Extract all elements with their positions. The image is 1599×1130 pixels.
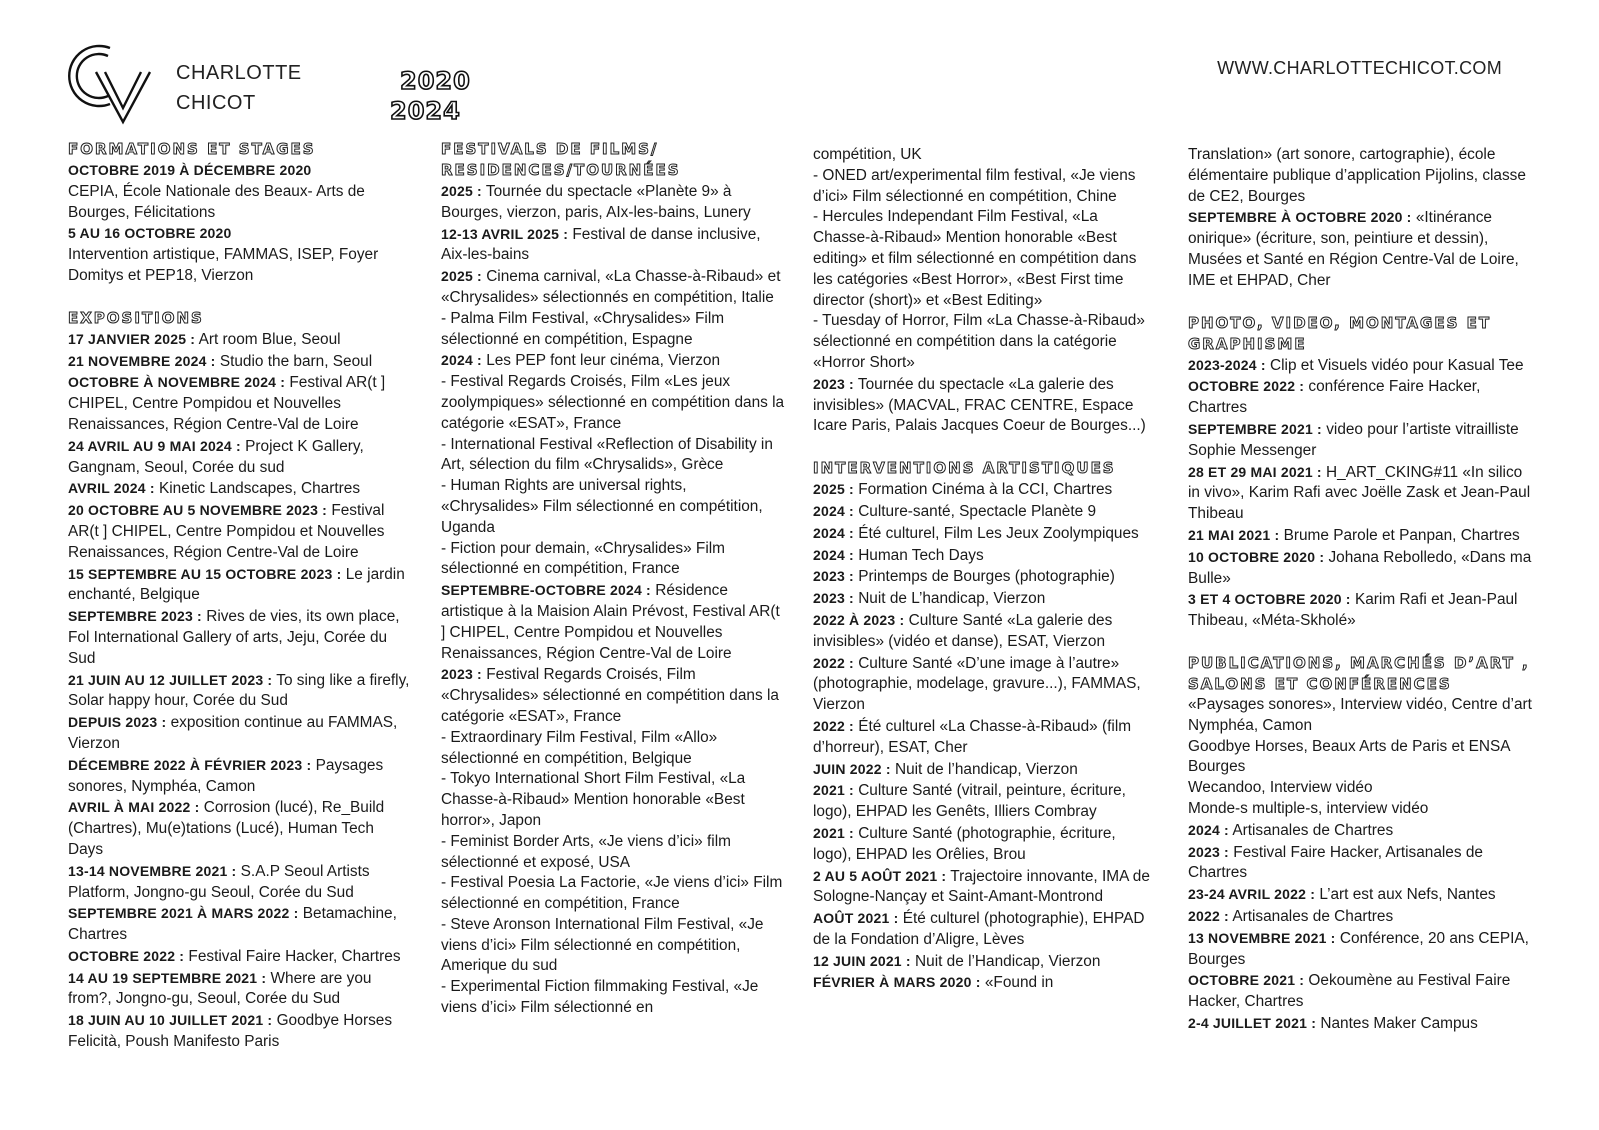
- entry-text: - Hercules Independant Film Festival, «La Chasse-à-Ribaud» Mention honorable «Best editing» et film sélectionné en compétition dans les catégories «Best Horror», «Best First time director (short)» et «Best Editing»: [813, 208, 1137, 309]
- entry-text: Karim Rafi et Jean-Paul Thibeau, «Méta-Skholé»: [1188, 591, 1518, 630]
- entry-date: 13 NOVEMBRE 2021 :: [1188, 929, 1336, 946]
- cv-entry: [441, 309, 786, 351]
- entry-text: Brume Parole et Panpan, Chartres: [1283, 526, 1520, 544]
- cv-entry: [441, 435, 786, 477]
- cv-entry: [441, 539, 786, 581]
- section-heading: FESTIVALS DE FILMS/ RESIDENCES/TOURNÉES: [441, 140, 681, 179]
- cv-entry: [1188, 419, 1538, 462]
- entry-date: 2022 À 2023 :: [813, 611, 905, 628]
- entry-date: OCTOBRE 2021 :: [1188, 972, 1305, 989]
- cv-entry: [441, 769, 786, 831]
- entry-text: - ONED art/experimental film festival, «Je viens d’ici» Film sélectionné en compétition, Chine: [813, 166, 1136, 205]
- entry-text: Studio the barn, Seoul: [219, 352, 373, 370]
- column-4: [1188, 145, 1538, 1035]
- entry-text: Été culturel (photographie), EHPAD de la Fondation d’Aligre, Lèves: [813, 910, 1145, 948]
- section-heading: PUBLICATIONS, MARCHÉS D’ART , SALONS ET CONFÉRENCES: [1188, 653, 1530, 693]
- entry-text: - Fiction pour demain, «Chrysalides» Film sélectionné en compétition, France: [441, 539, 725, 578]
- cv-entry: [813, 823, 1158, 866]
- entry-text: CEPIA, École Nationale des Beaux- Arts de Bourges, Félicitations: [68, 182, 365, 221]
- entry-text: Paysages sonores, Nymphéa, Camon: [68, 756, 384, 795]
- entry-text: Printemps de Bourges (photographie): [858, 568, 1115, 586]
- cv-section: [813, 145, 1158, 437]
- cv-entry: [441, 224, 786, 267]
- entry-date: DEPUIS 2023 :: [68, 714, 167, 731]
- entry-text: S.A.P Seoul Artists Platform, Jongno-gu Seoul, Corée du Sud: [68, 862, 370, 901]
- entry-text: Oekoumène au Festival Faire Hacker, Chartres: [1188, 972, 1511, 1011]
- column-2: [441, 139, 786, 1019]
- section-heading: INTERVENTIONS ARTISTIQUES: [813, 459, 1116, 478]
- cv-entry: [813, 145, 1158, 166]
- entry-date: OCTOBRE À NOVEMBRE 2024 :: [68, 374, 286, 391]
- artist-first-name: CHARLOTTE: [176, 62, 302, 84]
- entry-date: OCTOBRE 2022 :: [68, 947, 185, 964]
- entry-text: Culture Santé «D’une image à l’autre» (photographie, modelage, gravure...), FAMMAS, Vierzon: [813, 654, 1141, 714]
- cv-entry: [68, 478, 413, 500]
- entry-date: 2025 :: [813, 481, 854, 498]
- entry-date: 5 AU 16 OCTOBRE 2020: [68, 225, 232, 242]
- cv-section: [1188, 653, 1538, 1035]
- entry-text: Cinema carnival, «La Chasse-à-Ribaud» et «Chrysalides» sélectionnés en compétition, Italie: [441, 268, 781, 306]
- cv-entry: [1188, 799, 1538, 820]
- cv-entry: [441, 181, 786, 224]
- cv-entry: [813, 951, 1158, 973]
- entry-text: Monde-s multiple-s, interview vidéo: [1188, 799, 1429, 817]
- entry-text: Tournée du spectacle «La galerie des invisibles» (MACVAL, FRAC CENTRE, Espace Icare Paris, Palais Jacques Coeur de Bourges...): [813, 375, 1146, 435]
- entry-date: SEPTEMBRE 2021 À MARS 2022 :: [68, 905, 299, 922]
- artist-name: [176, 58, 302, 118]
- cv-section: [441, 139, 786, 1019]
- cv-entry: [68, 797, 413, 860]
- cv-entry: [441, 266, 786, 309]
- cv-entry: [1188, 906, 1538, 928]
- entry-text: Festival Faire Hacker, Chartres: [188, 947, 401, 965]
- cv-entry: [813, 759, 1158, 781]
- entry-text: exposition continue au FAMMAS, Vierzon: [68, 714, 398, 752]
- entry-text: Nuit de L’handicap, Vierzon: [858, 590, 1046, 608]
- entry-text: Formation Cinéma à la CCI, Chartres: [858, 481, 1113, 499]
- entry-date: 2024 :: [1188, 821, 1229, 838]
- cv-entry: [813, 610, 1158, 653]
- cv-entry: [68, 351, 413, 373]
- entry-text: Artisanales de Chartres: [1232, 907, 1394, 925]
- cv-entry: [1188, 970, 1538, 1013]
- cv-entry: [1188, 737, 1538, 779]
- entry-date: 2023 :: [813, 590, 854, 607]
- cv-entry: [813, 501, 1158, 523]
- entry-text: Betamachine, Chartres: [68, 905, 397, 944]
- section-heading: EXPOSITIONS: [68, 308, 204, 327]
- cv-section: [68, 139, 413, 287]
- entry-date: 2024 :: [813, 502, 854, 519]
- entry-text: L’art est aux Nefs, Nantes: [1319, 886, 1496, 904]
- entry-date: 2023 :: [813, 568, 854, 585]
- entry-text: Translation» (art sonore, cartographie), école élémentaire publique d’application Pijolins, classe de CE2, Bourges: [1188, 146, 1526, 205]
- cv-entry: [441, 873, 786, 915]
- cv-entry: [1188, 778, 1538, 799]
- entry-date: 20 OCTOBRE AU 5 NOVEMBRE 2023 :: [68, 502, 328, 519]
- cv-entry: [813, 780, 1158, 823]
- entry-text: Project K Gallery, Gangnam, Seoul, Corée du sud: [68, 437, 364, 476]
- cv-entry: [68, 946, 413, 968]
- cv-entry: [1188, 376, 1538, 419]
- cv-entry: [1188, 462, 1538, 525]
- entry-text: Festival de danse inclusive, Aix-les-bains: [441, 225, 761, 264]
- entry-text: Nuit de l’handicap, Vierzon: [894, 760, 1078, 778]
- entry-text: Le jardin enchanté, Belgique: [68, 565, 405, 604]
- entry-date: 2024 :: [813, 524, 854, 541]
- cv-entry: [1188, 207, 1538, 291]
- column-3: [813, 145, 1158, 994]
- entry-text: Culture Santé «La galerie des invisibles» (vidéo et danse), ESAT, Vierzon: [813, 611, 1113, 650]
- cv-entry: [813, 545, 1158, 567]
- entry-text: - Festival Poesia La Factorie, «Je viens d’ici» Film sélectionné en compétition, France: [441, 874, 783, 913]
- entry-text: Johana Rebolledo, «Dans ma Bulle»: [1188, 548, 1532, 587]
- entry-text: Corrosion (lucé), Re_Build (Chartres), Mu(e)tations (Lucé), Human Tech Days: [68, 799, 385, 858]
- entry-text: Été culturel, Film Les Jeux Zoolympiques: [858, 524, 1139, 542]
- entry-date: SEPTEMBRE-OCTOBRE 2024 :: [441, 582, 651, 599]
- entry-date: 17 JANVIER 2025 :: [68, 330, 196, 347]
- entry-date: 12 JUIN 2021 :: [813, 952, 911, 969]
- artist-last-name: CHICOT: [176, 92, 256, 114]
- entry-text: Festival AR(t ] CHIPEL, Centre Pompidou et Nouvelles Renaissances, Région Centre-Val de Loire: [68, 502, 385, 561]
- entry-text: - Palma Film Festival, «Chrysalides» Film sélectionné en compétition, Espagne: [441, 309, 725, 348]
- entry-date: DÉCEMBRE 2022 À FÉVRIER 2023 :: [68, 756, 312, 773]
- cv-entry: [441, 372, 786, 434]
- entry-date: 2023 :: [1188, 843, 1229, 860]
- entry-text: Nuit de l’Handicap, Vierzon: [915, 952, 1101, 970]
- cv-entry: [68, 500, 413, 563]
- entry-date: 3 ET 4 OCTOBRE 2020 :: [1188, 591, 1351, 608]
- entry-text: Tournée du spectacle «Planète 9» à Bourges, vierzon, paris, AIx-les-bains, Lunery: [441, 183, 751, 221]
- cv-entry: [441, 350, 786, 372]
- cv-entry: [68, 606, 413, 669]
- cv-entry: [441, 664, 786, 727]
- entry-text: Les PEP font leur cinéma, Vierzon: [486, 352, 721, 370]
- section-heading: PHOTO, VIDEO, MONTAGES ET GRAPHISME: [1188, 313, 1492, 353]
- entry-text: video pour l’artiste vitrailliste Sophie Messenger: [1188, 420, 1519, 459]
- entry-date: 12-13 AVRIL 2025 :: [441, 225, 569, 242]
- cv-entry: [813, 716, 1158, 759]
- cv-entry: [813, 566, 1158, 588]
- entry-text: Wecandoo, Interview vidéo: [1188, 779, 1373, 797]
- entry-text: Culture Santé (vitrail, peinture, écriture, logo), EHPAD les Genêts, Illiers Combray: [813, 782, 1126, 821]
- cv-entry: [441, 832, 786, 874]
- entry-date: 2024 :: [441, 352, 482, 369]
- cv-entry: [813, 972, 1158, 994]
- entry-text: Intervention artistique, FAMMAS, ISEP, Foyer Domitys et PEP18, Vierzon: [68, 246, 379, 284]
- cv-entry: [813, 908, 1158, 951]
- entry-date: 21 MAI 2021 :: [1188, 526, 1280, 543]
- entry-text: Festival Regards Croisés, Film «Chrysalides» sélectionné en compétition dans la catégorie «ESAT», France: [441, 666, 779, 725]
- entry-text: Nantes Maker Campus: [1320, 1014, 1478, 1032]
- entry-date: 2023-2024 :: [1188, 356, 1266, 373]
- cv-entry: [1188, 884, 1538, 906]
- cv-entry: [1188, 355, 1538, 377]
- entry-text: «Found in: [984, 974, 1054, 992]
- entry-text: - Experimental Fiction filmmaking Festival, «Je viens d’ici» Film sélectionné en: [441, 978, 759, 1017]
- cv-section: [1188, 313, 1538, 632]
- entry-date: 18 JUIN AU 10 JUILLET 2021 :: [68, 1012, 273, 1029]
- cv-entry: [68, 372, 413, 435]
- entry-text: Résidence artistique à la Maision Alain Prévost, Festival AR(t ] CHIPEL, Centre Pompidou et Nouvelles Renaissances, Région Centre-Val de Loire: [441, 582, 780, 662]
- entry-text: - International Festival «Reflection of Disability in Art, sélection du film «Chrysalids», Grèce: [441, 435, 773, 474]
- cv-entry: [68, 861, 413, 904]
- entry-text: Rives de vies, its own place, Fol International Gallery of arts, Jeju, Corée du Sud: [68, 608, 400, 667]
- entry-date: AVRIL 2024 :: [68, 480, 155, 497]
- cv-entry: [68, 245, 413, 287]
- cv-entry: [1188, 145, 1538, 207]
- entry-date: 2021 :: [813, 824, 854, 841]
- cv-entry: [1188, 589, 1538, 632]
- entry-text: Where are you from?, Jongno-gu, Seoul, Corée du Sud: [68, 969, 372, 1008]
- entry-date: FÉVRIER À MARS 2020 :: [813, 974, 981, 991]
- entry-date: 24 AVRIL AU 9 MAI 2024 :: [68, 437, 241, 454]
- cv-entry: [441, 915, 786, 977]
- entry-text: Festival Faire Hacker, Artisanales de Chartres: [1188, 843, 1483, 882]
- entry-date: 2022 :: [813, 654, 854, 671]
- year-end: 2024: [390, 97, 461, 125]
- entry-text: Kinetic Landscapes, Chartres: [158, 480, 361, 498]
- cv-entry: [1188, 547, 1538, 590]
- cv-entry: [1188, 928, 1538, 971]
- year-start: 2020: [400, 67, 471, 95]
- entry-date: 2023 :: [813, 375, 854, 392]
- entry-text: Artisanales de Chartres: [1232, 821, 1394, 839]
- entry-date: SEPTEMBRE 2021 :: [1188, 420, 1322, 437]
- entry-text: Goodbye Horses Felicità, Poush Manifesto Paris: [68, 1012, 393, 1051]
- entry-date: OCTOBRE 2019 À DÉCEMBRE 2020: [68, 162, 312, 178]
- entry-text: Culture-santé, Spectacle Planète 9: [858, 502, 1097, 520]
- entry-text: - Extraordinary Film Festival, Film «Allo» sélectionné en compétition, Belgique: [441, 728, 718, 767]
- cv-entry: [1188, 1013, 1538, 1035]
- cv-entry: [68, 329, 413, 351]
- cv-entry: [68, 182, 413, 224]
- entry-date: 21 NOVEMBRE 2024 :: [68, 352, 216, 369]
- entry-text: «Itinérance onirique» (écriture, son, peintiure et dessin), Musées et Santé en Région Centre-Val de Loire, IME et EHPAD, Cher: [1188, 209, 1519, 289]
- cv-entry: [813, 653, 1158, 716]
- cv-entry: [441, 977, 786, 1019]
- entry-text: - Human Rights are universal rights, «Chrysalides» Film sélectionné en compétition, Uganda: [441, 477, 763, 536]
- cv-entry: [813, 866, 1158, 909]
- entry-date: 2-4 JUILLET 2021 :: [1188, 1014, 1317, 1031]
- cv-entry: [1188, 842, 1538, 885]
- cv-entry: [1188, 695, 1538, 737]
- cv-entry: [813, 166, 1158, 208]
- cv-entry: [813, 374, 1158, 437]
- entry-text: Culture Santé (photographie, écriture, logo), EHPAD les Orêlies, Brou: [813, 824, 1116, 863]
- entry-date: SEPTEMBRE À OCTOBRE 2020 :: [1188, 209, 1412, 226]
- entry-text: compétition, UK: [813, 146, 922, 163]
- entry-date: 10 OCTOBRE 2020 :: [1188, 548, 1325, 565]
- entry-text: - Tokyo International Short Film Festival, «La Chasse-à-Ribaud» Mention honorable «Best horror», Japon: [441, 770, 746, 829]
- cv-entry: [68, 712, 413, 755]
- cv-entry: [813, 311, 1158, 373]
- entry-date: 2024 :: [813, 546, 854, 563]
- entry-text: Art room Blue, Seoul: [198, 330, 341, 348]
- column-1: [68, 139, 413, 1053]
- entry-date: 2022 :: [813, 717, 854, 734]
- entry-date: SEPTEMBRE 2023 :: [68, 608, 202, 625]
- cv-entry: [68, 968, 413, 1011]
- entry-date: 2025 :: [441, 268, 482, 285]
- cv-entry: [68, 223, 413, 245]
- cv-entry: [1188, 525, 1538, 547]
- entry-date: 13-14 NOVEMBRE 2021 :: [68, 862, 237, 879]
- cv-entry: [68, 903, 413, 946]
- cv-logo-icon: [66, 38, 166, 128]
- entry-text: Festival AR(t ] CHIPEL, Centre Pompidou et Nouvelles Renaissances, Région Centre-Val de Loire: [68, 374, 386, 433]
- entry-text: H_ART_CKING#11 «In silico in vivo», Karim Rafi avec Joëlle Zask et Jean-Paul Thibeau: [1188, 463, 1531, 523]
- section-heading: FORMATIONS ET STAGES: [68, 140, 316, 158]
- entry-date: AOÛT 2021 :: [813, 910, 899, 927]
- entry-text: Été culturel «La Chasse-à-Ribaud» (film d’horreur), ESAT, Cher: [813, 717, 1132, 756]
- entry-date: 23-24 AVRIL 2022 :: [1188, 886, 1316, 903]
- cv-entry: [68, 436, 413, 479]
- entry-date: 2 AU 5 AOÛT 2021 :: [813, 867, 947, 884]
- entry-date: 21 JUIN AU 12 JUILLET 2023 :: [68, 671, 273, 688]
- entry-text: Trajectoire innovante, IMA de Sologne-Nançay et Saint-Amant-Montrond: [813, 867, 1150, 906]
- cv-entry: [68, 1010, 413, 1053]
- cv-section: [813, 458, 1158, 994]
- cv-section: [1188, 145, 1538, 292]
- cv-entry: [441, 476, 786, 538]
- cv-entry: [813, 523, 1158, 545]
- entry-date: 2025 :: [441, 183, 482, 199]
- entry-text: Clip et Visuels vidéo pour Kasual Tee: [1269, 356, 1524, 374]
- entry-text: Goodbye Horses, Beaux Arts de Paris et ENSA Bourges: [1188, 737, 1510, 776]
- cv-section: [68, 308, 413, 1053]
- cv-entry: [813, 207, 1158, 311]
- entry-date: JUIN 2022 :: [813, 760, 891, 777]
- cv-entry: [1188, 820, 1538, 842]
- cv-entry: [68, 670, 413, 713]
- entry-date: 2023 :: [441, 666, 482, 683]
- cv-entry: [68, 564, 413, 607]
- cv-entry: [441, 728, 786, 770]
- entry-text: To sing like a firefly, Solar happy hour, Corée du Sud: [68, 671, 410, 710]
- cv-entry: [813, 479, 1158, 501]
- entry-date: 2022 :: [1188, 907, 1229, 924]
- entry-date: 15 SEPTEMBRE AU 15 OCTOBRE 2023 :: [68, 565, 342, 582]
- entry-text: - Tuesday of Horror, Film «La Chasse-à-Ribaud» sélectionné en compétition dans la catégorie «Horror Short»: [813, 312, 1145, 371]
- entry-text: Conférence, 20 ans CEPIA, Bourges: [1188, 929, 1529, 968]
- entry-text: «Paysages sonores», Interview vidéo, Centre d’art Nymphéa, Camon: [1188, 695, 1532, 734]
- entry-text: - Feminist Border Arts, «Je viens d’ici» film sélectionné et exposé, USA: [441, 832, 731, 871]
- cv-entry: [68, 160, 413, 182]
- entry-text: - Steve Aronson International Film Festival, «Je viens d’ici» Film sélectionné en compétition, Amerique du sud: [441, 915, 764, 975]
- entry-date: 2021 :: [813, 782, 854, 799]
- website-link[interactable]: WWW.CHARLOTTECHICOT.COM: [1217, 58, 1502, 78]
- cv-entry: [441, 580, 786, 664]
- entry-date: 14 AU 19 SEPTEMBRE 2021 :: [68, 969, 267, 986]
- cv-entry: [68, 755, 413, 798]
- entry-text: - Festival Regards Croisés, Film «Les jeux zoolympiques» sélectionné en compétition dans la catégorie «ESAT», France: [441, 373, 785, 432]
- entry-date: 28 ET 29 MAI 2021 :: [1188, 463, 1322, 480]
- entry-text: conférence Faire Hacker, Chartres: [1188, 378, 1481, 417]
- entry-date: OCTOBRE 2022 :: [1188, 378, 1305, 395]
- entry-date: AVRIL À MAI 2022 :: [68, 799, 200, 816]
- cv-entry: [813, 588, 1158, 610]
- cv-years: [390, 66, 471, 126]
- entry-text: Human Tech Days: [858, 546, 984, 564]
